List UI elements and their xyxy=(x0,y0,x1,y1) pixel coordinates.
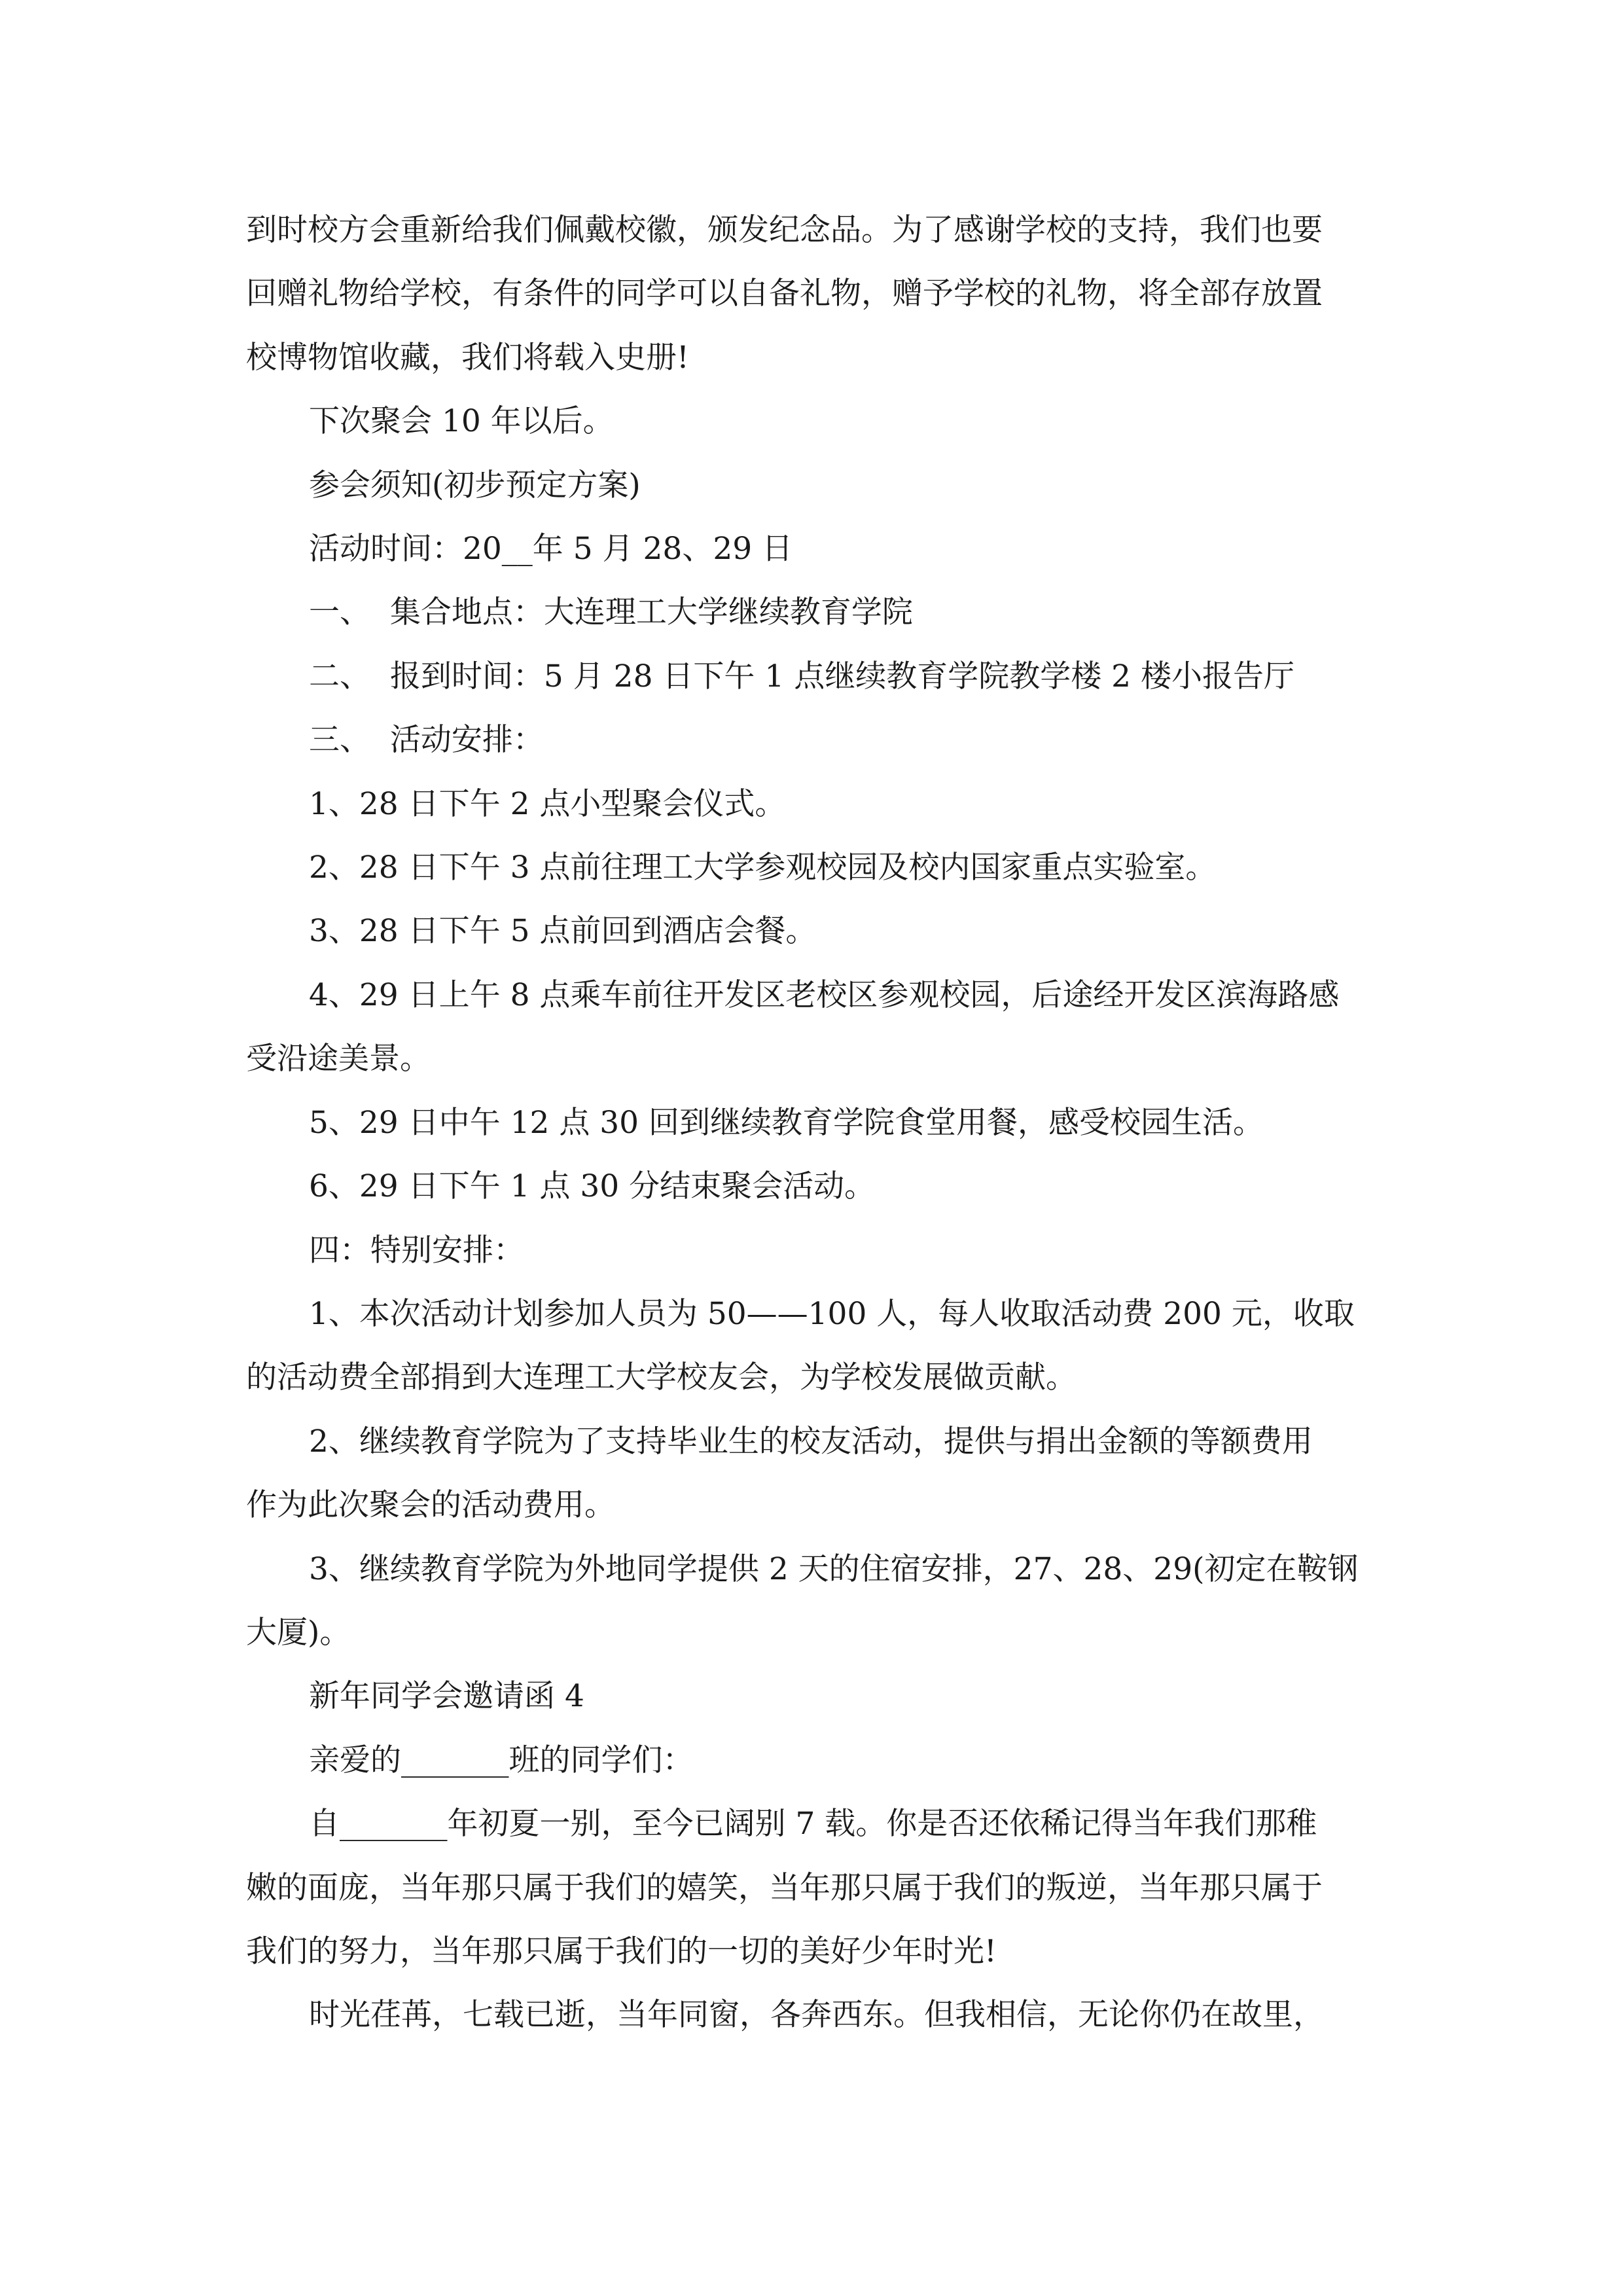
text-line: 一、 集合地点：大连理工大学继续教育学院 xyxy=(309,594,913,631)
paragraph xyxy=(246,581,1377,644)
text-line: 3、28 日下午 5 点前回到酒店会餐。 xyxy=(309,913,817,950)
paragraph xyxy=(246,454,1377,517)
text-line: 的活动费全部捐到大连理工大学校友会，为学校发展做贡献。 xyxy=(246,1359,1077,1396)
text-line: 3、继续教育学院为外地同学提供 2 天的住宿安排，27、28、29(初定在鞍钢 xyxy=(309,1551,1359,1587)
paragraph xyxy=(246,1983,1377,2047)
text-line: 我们的努力，当年那只属于我们的一切的美好少年时光! xyxy=(246,1933,997,1969)
paragraph xyxy=(246,772,1377,836)
text-line: 参会须知(初步预定方案) xyxy=(309,467,641,503)
text-line: 下次聚会 10 年以后。 xyxy=(309,403,614,440)
text-line: 新年同学会邀请函 4 xyxy=(309,1678,584,1715)
paragraph xyxy=(246,1282,1377,1410)
paragraph xyxy=(246,708,1377,772)
text-line: 亲爱的_______班的同学们： xyxy=(309,1742,694,1778)
paragraph xyxy=(246,389,1377,453)
paragraph xyxy=(246,1729,1377,1792)
paragraph xyxy=(246,1219,1377,1282)
paragraph xyxy=(246,198,1377,389)
text-line: 回赠礼物给学校，有条件的同学可以自备礼物，赠予学校的礼物，将全部存放置 xyxy=(246,276,1323,312)
text-line: 5、29 日中午 12 点 30 回到继续教育学院食堂用餐，感受校园生活。 xyxy=(309,1104,1264,1141)
paragraph xyxy=(246,1091,1377,1155)
text-line: 作为此次聚会的活动费用。 xyxy=(246,1487,615,1524)
text-line: 6、29 日下午 1 点 30 分结束聚会活动。 xyxy=(309,1168,876,1205)
paragraph xyxy=(246,1410,1377,1537)
paragraph xyxy=(246,645,1377,708)
text-line: 4、29 日上午 8 点乘车前往开发区老校区参观校园，后途经开发区滨海路感 xyxy=(309,977,1340,1013)
text-line: 大厦)。 xyxy=(246,1614,351,1651)
paragraph xyxy=(246,1155,1377,1218)
text-line: 四：特别安排： xyxy=(309,1232,524,1268)
document-body xyxy=(246,198,1377,2047)
paragraph xyxy=(246,836,1377,899)
text-line: 1、本次活动计划参加人员为 50——100 人，每人收取活动费 200 元，收取 xyxy=(309,1295,1355,1332)
text-line: 校博物馆收藏，我们将载入史册! xyxy=(246,339,689,376)
text-line: 嫩的面庞，当年那只属于我们的嬉笑，当年那只属于我们的叛逆，当年那只属于 xyxy=(246,1869,1323,1906)
text-line: 二、 报到时间：5 月 28 日下午 1 点继续教育学院教学楼 2 楼小报告厅 xyxy=(309,658,1294,694)
paragraph xyxy=(246,1664,1377,1728)
paragraph xyxy=(246,899,1377,963)
text-line: 2、继续教育学院为了支持毕业生的校友活动，提供与捐出金额的等额费用 xyxy=(309,1423,1313,1460)
text-line: 三、 活动安排： xyxy=(309,722,544,759)
paragraph xyxy=(246,517,1377,581)
text-line: 时光荏苒，七载已逝，当年同窗，各奔西东。但我相信，无论你仍在故里， xyxy=(309,1997,1324,2034)
text-line: 1、28 日下午 2 点小型聚会仪式。 xyxy=(309,785,786,822)
text-line: 2、28 日下午 3 点前往理工大学参观校园及校内国家重点实验室。 xyxy=(309,850,1217,886)
paragraph xyxy=(246,963,1377,1091)
paragraph xyxy=(246,1537,1377,1665)
paragraph xyxy=(246,1792,1377,1983)
text-line: 活动时间：20__年 5 月 28、29 日 xyxy=(309,531,793,567)
text-line: 受沿途美景。 xyxy=(246,1041,431,1077)
text-line: 到时校方会重新给我们佩戴校徽，颁发纪念品。为了感谢学校的支持，我们也要 xyxy=(246,212,1323,248)
text-line: 自_______年初夏一别，至今已阔别 7 载。你是否还依稀记得当年我们那稚 xyxy=(309,1806,1317,1842)
